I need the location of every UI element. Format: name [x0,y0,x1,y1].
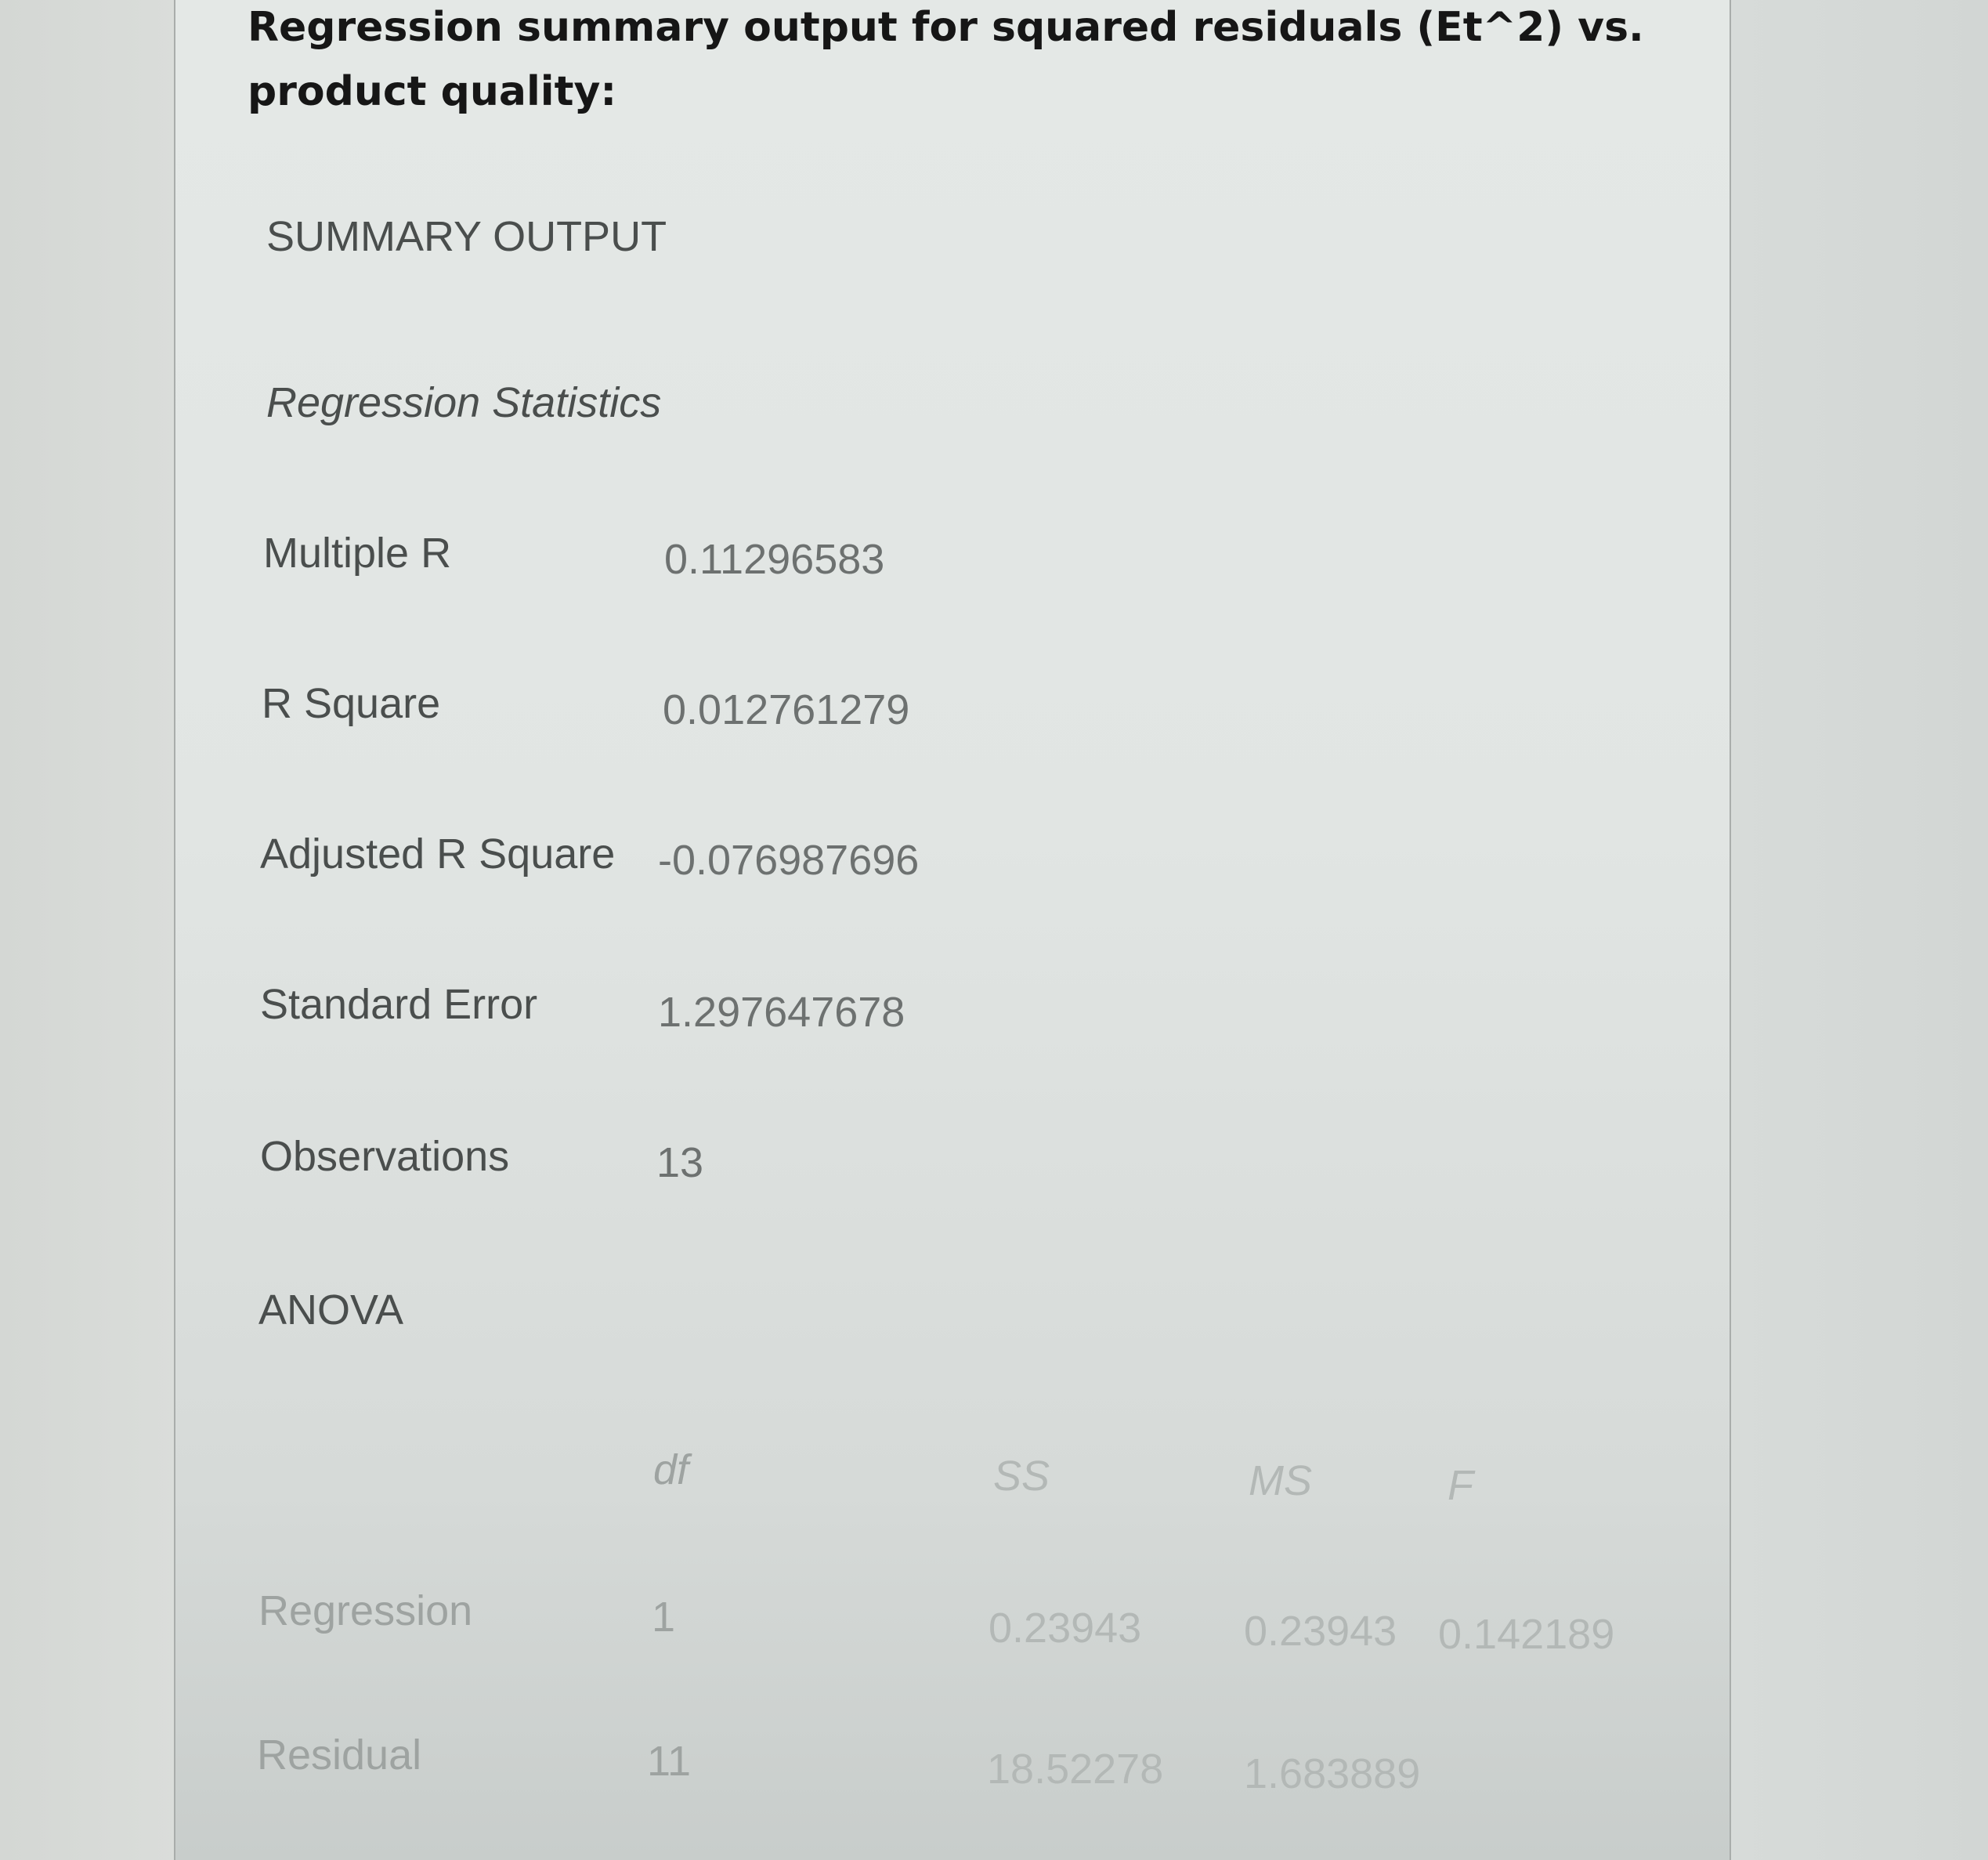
r-square-value: 0.012761279 [663,686,910,733]
anova-residual-df: 11 [647,1738,692,1785]
document-panel [174,0,1731,1860]
anova-regression-df: 1 [652,1594,676,1641]
multiple-r-value: 0.11296583 [664,536,885,583]
summary-output-title: SUMMARY OUTPUT [266,213,667,260]
anova-residual-ss: 18.52278 [987,1746,1164,1793]
anova-header-df: df [653,1446,689,1493]
adjusted-r-square-value: -0.076987696 [658,837,920,884]
anova-residual-ms: 1.683889 [1244,1750,1421,1797]
standard-error-label: Standard Error [260,981,538,1028]
regression-statistics-title: Regression Statistics [266,379,662,426]
anova-regression-f: 0.142189 [1438,1611,1615,1658]
adjusted-r-square-label: Adjusted R Square [260,830,616,878]
anova-header-ms: MS [1249,1457,1312,1504]
observations-label: Observations [260,1133,510,1180]
standard-error-value: 1.297647678 [658,989,905,1036]
anova-header-f: F [1448,1462,1473,1509]
anova-residual-label: Residual [257,1732,422,1779]
anova-title: ANOVA [258,1286,404,1333]
r-square-label: R Square [262,680,441,727]
anova-regression-label: Regression [258,1587,473,1634]
anova-header-ss: SS [993,1453,1050,1500]
multiple-r-label: Multiple R [263,530,452,577]
observations-value: 13 [656,1139,704,1186]
anova-regression-ms: 0.23943 [1244,1608,1397,1655]
anova-regression-ss: 0.23943 [989,1605,1142,1652]
document-heading: Regression summary output for squared residuals (Et^2) vs. product quality: [248,4,1644,115]
